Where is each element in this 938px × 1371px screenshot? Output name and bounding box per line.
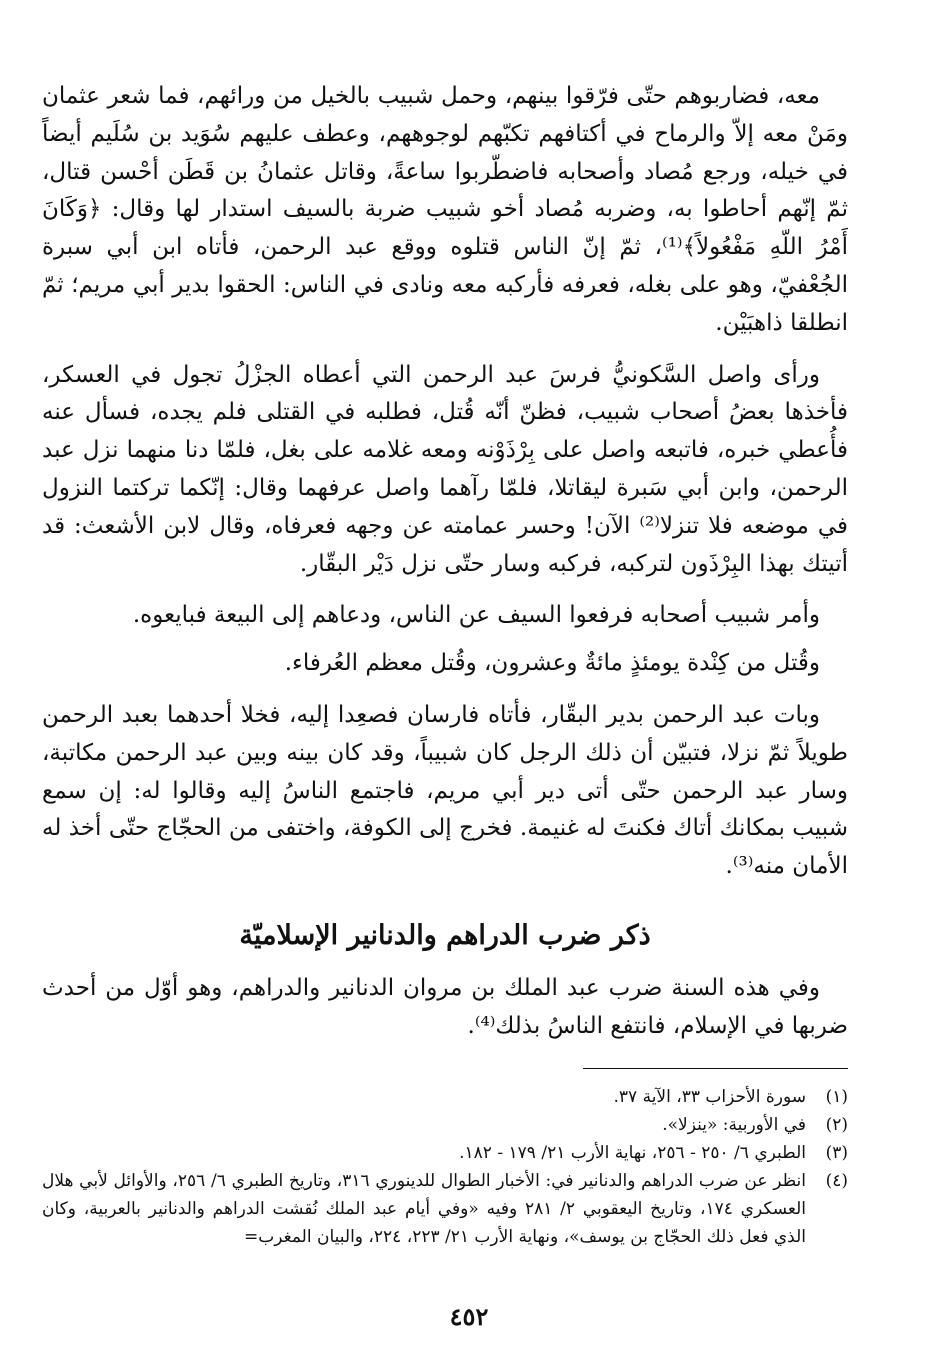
footnote-text: سورة الأحزاب ٣٣، الآية ٣٧. bbox=[613, 1086, 806, 1107]
page-number: ٤٥٢ bbox=[449, 1302, 489, 1331]
paragraph-4: وقُتل من كِنْدة يومئذٍ مائةٌ وعشرون، وقُتل معظم العُرفاء. bbox=[284, 650, 820, 677]
footnote-number: (٤) bbox=[825, 1170, 848, 1191]
footnote-text: في الأوربية: «ينزلا». bbox=[662, 1114, 806, 1135]
footnote-text: انظر عن ضرب الدراهم والدنانير في: الأخبار الطوال للدينوري ٣١٦، وتاريخ الطبري ٦/ ٢٥٦، والأوائل لأبي هلال العسكري ١٧٤، وتاريخ اليعقوبي ٢/ ٢٨١ وفيه «وفي أيام عبد الملك نُقشت الدراهم والدنانير بالعربية، وكان الذي فعل ذلك الحجّاج بن يوسف»، ونهاية الأرب ٢١/ ٢٢٣، ٢٢٤، والبيان المغرب= bbox=[42, 1170, 807, 1247]
footnote-4 bbox=[42, 1167, 848, 1251]
footnote-divider bbox=[583, 1068, 848, 1069]
page-body bbox=[42, 78, 848, 1251]
paragraph-3: وأمر شبيب أصحابه فرفعوا السيف عن الناس، ودعاهم إلى البيعة فبايعوه. bbox=[132, 602, 820, 629]
footnote-3 bbox=[42, 1139, 848, 1167]
paragraph-2: ورأى واصل السَّكونيُّ فرسَ عبد الرحمن التي أعطاه الجزْلُ تجول في العسكر، فأخذها بعضُ أصحاب شبيب، فظنّ أنّه قُتل، فطلبه في القتلى فلم يجده، فسأل عنه فأُعطي خبره، فاتبعه واصل على بِرْذَوْنه ومعه غلامه على بغل، فلمّا دنا منهما نزل عبد الرحمن، وابن أبي سَبرة ليقاتلا، فلمّا رآهما واصل عرفهما وقال: إنّكما تركتما النزول في موضعه فلا تنزلا⁽²⁾ الآن! وحسر عمامته عن وجهه فعرفاه، وقال لابن الأشعث: قد أتيتك بهذا البِرْذَون لتركبه، فركبه وسار حتّى نزل دَيْر البقّار. bbox=[42, 361, 848, 577]
section-paragraph: وفي هذه السنة ضرب عبد الملك بن مروان الدنانير والدراهم، وهو أوّل من أحدث ضربها في الإسلام، فانتفع الناسُ بذلك⁽⁴⁾. bbox=[42, 974, 848, 1039]
paragraph-5: وبات عبد الرحمن بدير البقّار، فأتاه فارسان فصعِدا إليه، فخلا أحدهما بعبد الرحمن طويلاً ثمّ نزلا، فتبيّن أن ذلك الرجل كان شبيباً، وقد كان بينه وبين عبد الرحمن مكاتبة، وسار عبد الرحمن حتّى أتى دير أبي مريم، فاجتمع الناسُ إليه وقالوا له: إن سمع شبيب بمكانك أتاك فكنتَ له غنيمة. فخرج إلى الكوفة، واختفى من الحجّاج حتّى أخذ له الأمان منه⁽³⁾. bbox=[42, 701, 848, 880]
footnote-text: الطبري ٦/ ٢٥٠ - ٢٥٦، نهاية الأرب ٢١/ ١٧٩ - ١٨٢. bbox=[459, 1142, 806, 1163]
paragraph-1: معه، فضاربوهم حتّى فرّقوا بينهم، وحمل شبيب بالخيل من ورائهم، فما شعر عثمان ومَنْ معه إلاّ والرماح في أكتافهم تكبّهم لوجوههم، وعطف عليهم سُوَيد بن سُلَيم أيضاً في خيله، ورجع مُصاد وأصحابه فاضطّربوا ساعةً، وقاتل عثمانُ بن قَطَن أحْسن قتال، ثمّ إنّهم أحاطوا به، وضربه مُصاد أخو شبيب ضربة بالسيف استدار لها وقال: ﴿وَكَانَ أَمْرُ اللّهِ مَفْعُولاً﴾⁽¹⁾، ثمّ إنّ الناس قتلوه ووقع عبد الرحمن، فأتاه ابن أبي سبرة الجُعْفيّ، وهو على بغله، فعرفه فأركبه معه ونادى في الناس: الحقوا بدير أبي مريم؛ ثمّ انطلقا ذاهبَيْن. bbox=[42, 83, 848, 336]
footnote-number: (٣) bbox=[825, 1142, 848, 1163]
footnote-2 bbox=[42, 1111, 848, 1139]
footnote-number: (١) bbox=[825, 1086, 848, 1107]
section-heading: ذكر ضرب الدراهم والدنانير الإسلاميّة bbox=[239, 919, 651, 951]
footnote-1 bbox=[42, 1083, 848, 1111]
footnote-number: (٢) bbox=[825, 1114, 848, 1135]
